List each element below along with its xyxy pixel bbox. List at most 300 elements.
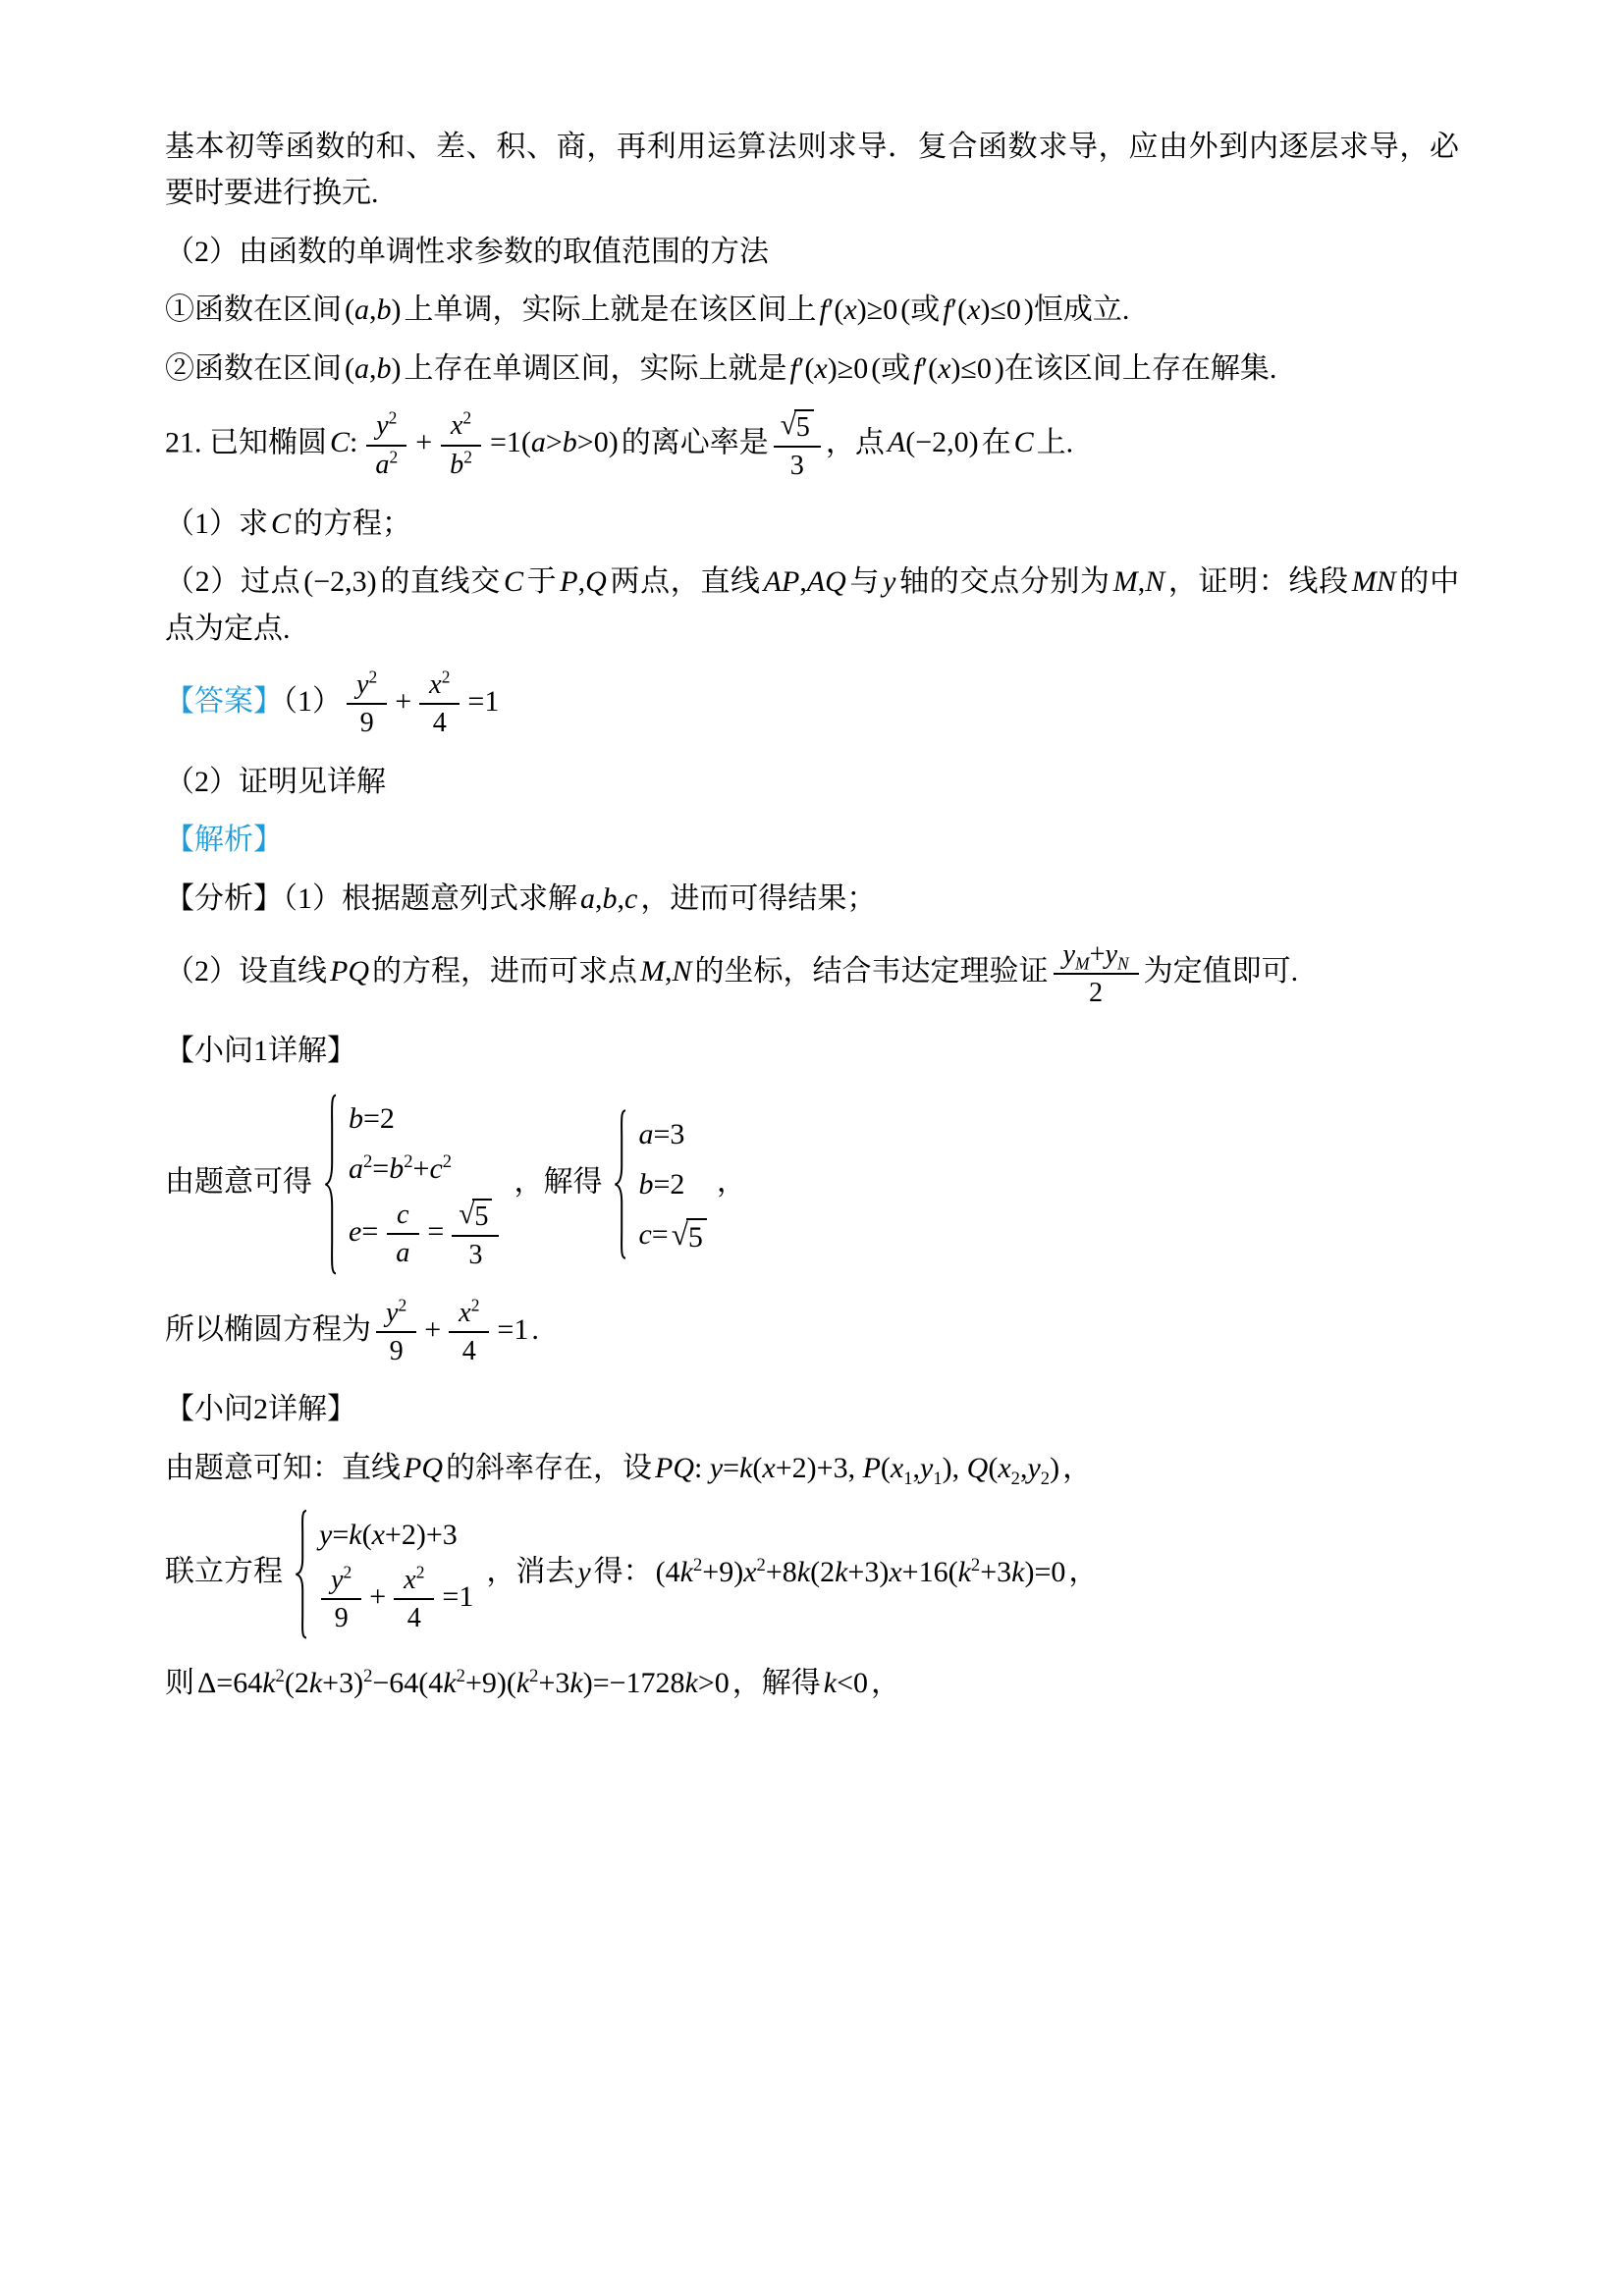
plain-run: （2）过点: [165, 565, 301, 599]
plain-run: 9: [359, 708, 374, 739]
plain-run: 2: [756, 1554, 766, 1575]
math-variable: y: [577, 1555, 591, 1588]
math-run: [640, 955, 692, 988]
fraction: [419, 667, 460, 741]
plain-run: ,: [369, 294, 377, 327]
fraction: [452, 1197, 499, 1272]
plain-run: )≥0: [827, 351, 869, 385]
math-run: [345, 294, 402, 326]
math-variable: M: [640, 955, 665, 988]
plain-run: 上存在单调区间，实际上就是: [404, 351, 787, 385]
plain-run: 由题意可知：直线: [165, 1451, 401, 1484]
superscript: [462, 408, 471, 428]
math-variable: a: [530, 426, 546, 459]
superscript: [693, 1555, 702, 1575]
plain-run: 2: [404, 1150, 413, 1172]
plain-run: （1）: [283, 685, 342, 719]
plain-run: 为定值即可.: [1143, 955, 1299, 988]
para-analysis-2: [165, 937, 1459, 1011]
plain-run: >0): [576, 426, 619, 459]
math-variable: N: [1145, 565, 1165, 599]
math-run: [655, 1451, 1060, 1489]
math-run: [271, 507, 291, 540]
plain-run: 两点，直线: [609, 565, 761, 599]
plain-run: 2: [363, 1665, 373, 1686]
plain-run: ,: [1019, 1451, 1028, 1484]
math-variable: x: [429, 669, 442, 701]
plain-run: ): [391, 351, 402, 385]
math-variable: y: [1027, 1451, 1041, 1484]
text-run: [405, 352, 787, 385]
math-variable: MN: [1351, 565, 1396, 599]
math-run: [577, 1556, 590, 1588]
system-row: [316, 1563, 476, 1636]
para-derivative-rule-note: [165, 124, 1459, 217]
text-run: [995, 352, 1277, 385]
plain-run: =: [372, 1151, 390, 1185]
math-variable: A: [887, 426, 906, 459]
math-variable: AP: [763, 565, 800, 599]
math-variable: a: [375, 449, 390, 480]
text-run: [165, 882, 577, 915]
math-variable: c: [429, 1151, 443, 1185]
fraction: [1054, 937, 1139, 1011]
math-variable: AQ: [806, 565, 846, 599]
plain-run: =1: [497, 1313, 529, 1347]
math-run: [375, 447, 399, 480]
plain-run: =1: [442, 1580, 474, 1614]
math-variable: PQ: [404, 1451, 443, 1484]
math-variable: k: [1011, 1555, 1025, 1588]
math-variable: k: [739, 1451, 753, 1484]
plain-run: +3: [980, 1555, 1012, 1588]
para-answer: [165, 667, 1459, 741]
plain-run: 的中点为定点.: [165, 565, 1460, 645]
plain-run: 3: [468, 1239, 483, 1270]
plain-run: +3): [322, 1666, 364, 1699]
math-variable: P: [862, 1451, 881, 1484]
plain-run: 9: [389, 1336, 404, 1367]
text-run: [1024, 294, 1130, 326]
math-run: [638, 1168, 684, 1201]
math-variable: x: [967, 294, 981, 327]
math-variable: y: [1062, 938, 1076, 970]
plain-run: )=0: [1024, 1555, 1066, 1588]
math-variable: PQ: [655, 1451, 694, 1484]
math-run: [888, 426, 979, 458]
superscript: [757, 1555, 766, 1575]
plain-run: =1: [467, 685, 500, 719]
plain-run: ′(: [797, 351, 815, 385]
superscript: [389, 447, 398, 466]
plain-run: ,: [1137, 565, 1146, 599]
square-root: [781, 409, 814, 445]
math-run: [1113, 565, 1165, 598]
plain-run: Δ=64: [197, 1666, 263, 1699]
para-answer-2: [165, 759, 1459, 805]
math-variable: c: [638, 1217, 652, 1251]
plain-run: ，消去: [486, 1555, 575, 1588]
math-variable: P: [560, 565, 578, 599]
text-run: [165, 1452, 401, 1484]
system-row: [635, 1162, 687, 1206]
fraction: [386, 1198, 419, 1271]
text-run: [871, 1667, 900, 1699]
math-run: [415, 426, 432, 458]
fraction-numerator: [394, 1563, 434, 1600]
plain-run: (2: [810, 1555, 836, 1588]
math-run: [504, 565, 523, 598]
fraction: [449, 1296, 489, 1369]
math-run: [427, 1215, 444, 1248]
plain-run: +: [424, 1313, 442, 1347]
plain-run: 5: [795, 411, 810, 443]
plain-run: ，进而可得结果；: [640, 881, 877, 915]
math-run: [790, 451, 804, 481]
fraction: [321, 1563, 361, 1636]
system-rows: [346, 1096, 504, 1272]
equation-system: [322, 1096, 504, 1272]
text-run: [165, 131, 1459, 209]
fraction: [440, 408, 482, 482]
fraction-denominator: [459, 1237, 492, 1272]
math-variable: PQ: [330, 955, 369, 988]
plain-run: 上.: [1036, 426, 1074, 459]
plain-run: =1(: [489, 426, 531, 459]
plain-run: 2: [368, 667, 378, 687]
math-run: [335, 1603, 349, 1633]
fraction: [774, 407, 821, 483]
superscript: [471, 1295, 480, 1314]
text-run: [1068, 1556, 1098, 1588]
math-run: [345, 352, 402, 385]
fraction-numerator: [1054, 937, 1139, 975]
plain-run: ): [1050, 1451, 1060, 1484]
math-variable: k: [796, 1555, 811, 1588]
plain-run: 轴的交点分别为: [898, 565, 1110, 599]
math-run: [349, 1152, 452, 1185]
text-run: [732, 1667, 821, 1699]
plain-run: 联立方程: [165, 1555, 283, 1588]
plain-run: ),: [942, 1451, 967, 1484]
math-variable: C: [503, 565, 523, 599]
plain-run: 2: [388, 407, 398, 428]
math-variable: b: [376, 294, 392, 327]
math-variable: a: [580, 881, 595, 915]
para-subq1-system: [165, 1096, 1459, 1272]
math-variable: x: [371, 1519, 385, 1552]
subscript: [1041, 1468, 1050, 1489]
text-run: [165, 507, 268, 540]
math-variable: x: [404, 1565, 416, 1596]
plain-run: =: [723, 1451, 740, 1484]
math-variable: k: [262, 1666, 276, 1699]
math-variable: e: [349, 1215, 362, 1249]
math-variable: b: [349, 1101, 363, 1135]
para-analysis-1: [165, 876, 1459, 922]
math-variable: M: [1075, 953, 1090, 974]
math-variable: y: [376, 410, 389, 442]
system-row: [635, 1112, 687, 1156]
fraction-denominator: [386, 1235, 419, 1270]
radical-sign-icon: √: [780, 408, 796, 441]
text-run: [1144, 955, 1299, 988]
math-variable: M: [1112, 565, 1138, 599]
text-run: [695, 955, 1049, 988]
math-variable: k: [515, 1666, 530, 1699]
math-variable: x: [843, 294, 857, 327]
fraction-denominator: [440, 447, 482, 482]
plain-run: 的斜率存在，设: [446, 1451, 652, 1484]
math-variable: k: [349, 1519, 362, 1552]
math-run: [404, 1452, 443, 1484]
plain-run: 1: [933, 1468, 943, 1489]
plain-run: 2: [1089, 978, 1104, 1009]
plain-run: (4: [655, 1555, 680, 1588]
system-row: [635, 1212, 706, 1256]
plain-run: ,: [595, 881, 603, 915]
fraction-denominator: [398, 1600, 431, 1635]
para-subq2-discriminant: [165, 1660, 1459, 1706]
square-root: [672, 1218, 707, 1255]
plain-run: (: [361, 1519, 372, 1552]
math-run: [1352, 565, 1396, 598]
plain-run: ，解得: [514, 1165, 603, 1199]
math-run: [1089, 978, 1103, 1008]
plain-run: 的方程，进而可求点: [372, 955, 637, 988]
plain-run: (: [880, 1451, 891, 1484]
math-run: [638, 1118, 684, 1150]
plain-run: =: [651, 1217, 669, 1251]
para-subq2-setup: [165, 1445, 1459, 1491]
fraction-denominator: [453, 1333, 486, 1368]
plain-run: ′(: [950, 294, 968, 327]
plain-run: ,: [577, 565, 586, 599]
fraction: [394, 1563, 434, 1636]
plain-run: (: [345, 351, 354, 385]
plain-run: 由题意可得: [165, 1165, 312, 1199]
text-run: [165, 1667, 194, 1699]
math-variable: b: [602, 881, 618, 915]
plain-run: （2）证明见详解: [165, 765, 386, 798]
superscript: [276, 1666, 285, 1686]
plain-run: ,: [799, 565, 807, 599]
math-run: [790, 352, 869, 385]
para-question-21: [165, 407, 1459, 483]
text-run: [826, 426, 885, 458]
subscript: [903, 1468, 912, 1489]
math-run: [943, 294, 1021, 326]
para-subq1-heading: [165, 1028, 1459, 1074]
math-variable: b: [638, 1167, 654, 1201]
fraction-denominator: [365, 447, 407, 482]
fraction-denominator: [351, 705, 384, 740]
math-variable: b: [376, 351, 392, 385]
math-variable: k: [823, 1666, 838, 1699]
fraction-numerator: [366, 408, 406, 446]
radicand: [794, 409, 814, 445]
math-variable: x: [459, 1297, 471, 1328]
superscript: [463, 447, 472, 466]
plain-run: ，解得: [731, 1666, 821, 1699]
plain-run: ①函数在区间: [165, 294, 342, 327]
plain-run: 的坐标，结合韦达定理验证: [694, 955, 1049, 988]
math-variable: x: [743, 1555, 757, 1588]
text-run: [165, 1393, 356, 1425]
text-run: [372, 955, 637, 988]
plain-run: )≤0: [980, 294, 1021, 327]
system-rows: [316, 1513, 476, 1636]
math-run: [407, 1603, 421, 1633]
plain-run: 2: [275, 1665, 285, 1686]
math-run: [560, 565, 607, 598]
math-run: [386, 1295, 407, 1328]
text-run: [1037, 426, 1074, 458]
plain-run: 【小问1详解】: [165, 1035, 356, 1068]
math-variable: y: [319, 1519, 333, 1552]
math-run: [462, 1336, 476, 1366]
fraction-denominator: [325, 1600, 358, 1635]
radical-sign-icon: √: [459, 1198, 475, 1230]
math-run: [824, 1667, 868, 1699]
plain-run: 9: [334, 1603, 349, 1634]
plain-run: ，: [1068, 1555, 1099, 1588]
plain-run: ，证明：线段: [1167, 565, 1349, 599]
plain-run: +2)+3,: [775, 1451, 863, 1484]
text-run: [900, 294, 940, 326]
plain-run: 2: [970, 1554, 981, 1575]
math-variable: k: [684, 1666, 698, 1699]
subscript: [1117, 954, 1129, 974]
math-run: [376, 407, 398, 442]
math-variable: C: [330, 426, 351, 459]
math-run: [396, 1238, 409, 1268]
text-run: [531, 1313, 539, 1346]
fraction-numerator: [774, 407, 821, 448]
plain-run: ,: [665, 955, 673, 988]
math-run: [1014, 426, 1034, 458]
plain-run: (: [988, 1451, 999, 1484]
plain-run: 得：: [593, 1555, 653, 1588]
plain-run: 2: [462, 407, 472, 428]
superscript: [971, 1555, 980, 1575]
math-run: [468, 1240, 482, 1270]
text-run: [380, 565, 501, 598]
plain-run: 则: [165, 1666, 194, 1699]
plain-run: )≤0: [950, 351, 992, 385]
plain-run: 基本初等函数的和、差、积、商，再利用运算法则求导．复合函数求导，应由外到内逐层求导，必要时要进行换元.: [165, 131, 1459, 210]
math-variable: y: [356, 669, 369, 701]
math-run: [356, 669, 377, 700]
plain-run: 在: [981, 426, 1011, 459]
math-run: [580, 882, 637, 915]
math-run: [883, 565, 895, 598]
radicand: [686, 1218, 707, 1255]
section-label: 【答案】: [165, 685, 283, 719]
math-variable: c: [397, 1200, 409, 1231]
math-run: [656, 1556, 1066, 1588]
math-run: [450, 447, 472, 480]
para-question-21-part2: [165, 559, 1459, 652]
text-run: [165, 1035, 356, 1067]
plain-run: <0: [837, 1666, 869, 1699]
fraction-numerator: [419, 667, 460, 705]
text-run: [165, 1313, 371, 1346]
plain-run: ,: [912, 1451, 921, 1484]
math-variable: k: [835, 1555, 848, 1588]
plain-run: ): [391, 294, 402, 327]
fraction: [347, 667, 387, 741]
text-run: [446, 1452, 652, 1484]
superscript: [389, 408, 398, 428]
plain-run: ′(: [827, 294, 844, 327]
plain-run: +16(: [901, 1555, 958, 1588]
text-run: [165, 1165, 312, 1198]
para-analysis-label: [165, 817, 1459, 863]
para-point-2: [165, 346, 1459, 392]
plain-run: +3): [847, 1555, 890, 1588]
radicand: [472, 1199, 492, 1234]
fraction-denominator: [781, 448, 814, 483]
plain-run: （2）设直线: [165, 955, 327, 988]
fraction-numerator: [449, 1296, 489, 1333]
plain-run: 2: [398, 1295, 407, 1315]
plain-run: (−2,0): [905, 426, 979, 459]
text-run: [849, 565, 880, 598]
math-run: [395, 685, 411, 718]
math-variable: b: [450, 449, 464, 480]
math-variable: y: [386, 1297, 399, 1328]
text-run: [165, 294, 342, 326]
math-variable: C: [1013, 426, 1034, 459]
math-run: [397, 1200, 409, 1230]
superscript: [363, 1666, 372, 1686]
text-run: [717, 1165, 746, 1198]
plain-run: ′(: [921, 351, 939, 385]
plain-run: (−2,3): [303, 565, 377, 599]
plain-run: 3: [789, 450, 804, 481]
plain-run: 4: [406, 1603, 421, 1634]
plain-run: =2: [363, 1101, 395, 1135]
math-variable: x: [450, 410, 463, 442]
math-variable: f: [943, 294, 951, 327]
plain-run: （1）求: [165, 507, 268, 541]
system-row: [346, 1197, 504, 1272]
math-variable: Q: [966, 1451, 989, 1484]
equation-system: [293, 1513, 476, 1636]
fraction-numerator: [441, 408, 481, 446]
math-variable: k: [957, 1555, 971, 1588]
plain-run: 于: [525, 565, 558, 599]
math-run: [490, 426, 619, 458]
math-variable: f: [789, 351, 798, 385]
subscript: [1011, 1468, 1020, 1489]
section-label: 【解析】: [165, 824, 283, 857]
system-rows: [635, 1112, 706, 1256]
superscript: [457, 1666, 465, 1686]
para-subq2-system: [165, 1513, 1459, 1636]
plain-run: +9)(: [464, 1666, 516, 1699]
text-run: [526, 565, 557, 598]
plain-run: 2: [1010, 1468, 1020, 1489]
plain-run: +9): [702, 1555, 744, 1588]
plain-run: >: [545, 426, 563, 459]
superscript: [344, 1563, 352, 1582]
math-run: [442, 1580, 473, 1613]
text-run: [165, 766, 386, 798]
plain-run: (或: [871, 351, 911, 385]
fraction-numerator: [387, 1198, 419, 1235]
